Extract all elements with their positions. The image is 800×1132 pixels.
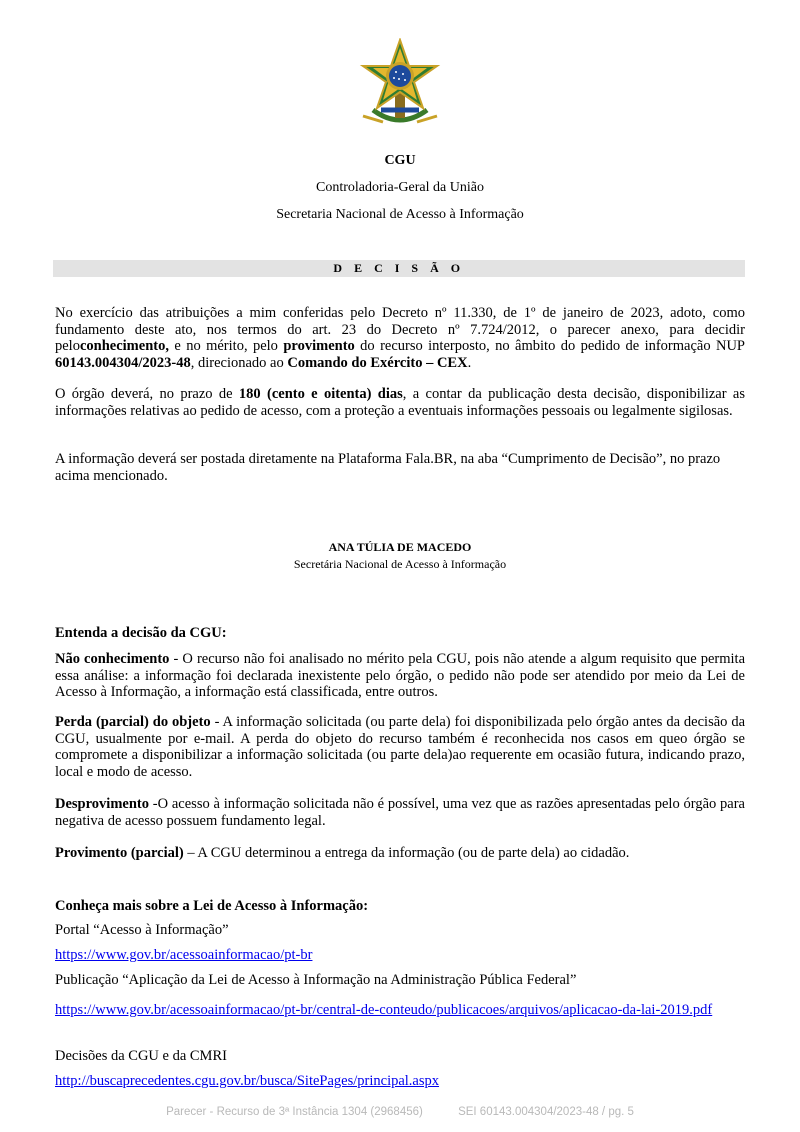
footer-document-ref: Parecer - Recurso de 3ª Instância 1304 (2968456) [166,1106,423,1118]
entenda-term: Desprovimento [55,796,149,812]
p2-text-c: , a contar da publicação desta decisão, disponibilizar as informações relativas ao pedido de acesso, com a proteção a eventuais informações pessoais ou legalmente sigilosas. [55,386,745,419]
p1-term-conhecimento: conhecimento, [79,338,169,355]
decision-title: D E C I S Ã O [53,260,745,277]
org-name: Controladoria-Geral da União [316,180,484,195]
entenda-text: - O recurso não foi analisado no mérito pela CGU, pois não atende a algum requisito que permita essa análise: a informação foi declarada inexistente pelo órgão, o pedido não pode ser atendido por meio da Lei de Acesso à Informação, a informação está classificada, entre outros. [55,651,746,701]
org-acronym: CGU [384,153,416,168]
page-footer [0,1106,800,1118]
portal-link[interactable]: https://www.gov.br/acessoainformacao/pt-br [55,947,313,963]
publication-label: Publicação “Aplicação da Lei de Acesso à Informação na Administração Pública Federal” [55,972,577,988]
entenda-text: - A informação solicitada (ou parte dela) foi disponibilizada pelo órgão antes da decisão da CGU, usualmente por e-mail. A perda do objeto do recurso também é reconhecida nos casos em queo órgão se compromete a disponibilizar a informação solicitada (ou parte dela)ao requerente em ocasião futura, indicando prazo, local e modo de acesso. [55,714,745,780]
entenda-term: Não conhecimento [55,651,170,667]
entenda-item [55,651,745,701]
entenda-term: Provimento (parcial) [55,845,184,861]
p1-text-c: e no mérito, pelo [168,338,284,355]
decisions-label: Decisões da CGU e da CMRI [55,1048,227,1064]
brazil-coat-of-arms-icon [353,38,447,128]
signatory-name: ANA TÚLIA DE MACEDO [328,540,472,554]
p1-text-e: do recurso interposto, no âmbito do pedido de informação NUP [354,338,745,355]
org-secretariat: Secretaria Nacional de Acesso à Informação [276,207,524,222]
lai-title: Conheça mais sobre a Lei de Acesso à Informação: [55,898,369,914]
decision-paragraph-3: A informação deverá ser postada diretamente na Plataforma Fala.BR, na aba “Cumprimento de Decisão”, no prazo acima mencionado. [55,451,721,484]
decision-paragraph-2 [55,386,745,419]
p1-text-g: , direcionado ao [190,354,288,371]
p2-text-a: O órgão deverá, no prazo de [55,386,239,402]
entenda-item [55,845,745,862]
p1-text-a: No exercício das atribuições a mim conferidas pelo Decreto nº 11.330, de 1º de janeiro de 2023, adoto, como fundamento deste ato, nos termos do art. 23 do Decreto nº 7.724/2012, o parecer anexo, para decidir pelo [55,305,745,355]
decision-paragraph-1 [55,305,745,371]
entenda-text: -O acesso à informação solicitada não é possível, uma vez que as razões apresentadas pelo órgão para negativa de acesso possuem fundamento legal. [55,796,745,829]
entenda-title: Entenda a decisão da CGU: [55,625,227,641]
footer-sei-ref: SEI 60143.004304/2023-48 / pg. 5 [458,1106,634,1118]
decisions-link[interactable]: http://buscaprecedentes.cgu.gov.br/busca/SitePages/principal.aspx [55,1073,440,1089]
p1-term-provimento: provimento [283,338,355,355]
p1-organ: Comando do Exército – CEX [287,354,468,371]
p1-text-i: . [467,354,472,371]
portal-label: Portal “Acesso à Informação” [55,922,229,938]
entenda-term: Perda (parcial) do objeto [55,714,211,730]
p2-deadline: 180 (cento e oitenta) dias [238,386,403,402]
entenda-item [55,796,745,829]
entenda-text: – A CGU determinou a entrega da informação (ou de parte dela) ao cidadão. [183,845,630,861]
signatory-role: Secretária Nacional de Acesso à Informação [293,557,507,571]
entenda-item [55,714,745,780]
publication-link[interactable]: https://www.gov.br/acessoainformacao/pt-br/central-de-conteudo/publicacoes/arquivos/aplicacao-da-lai-2019.pdf [55,1002,713,1018]
p1-nup: 60143.004304/2023-48 [55,354,191,371]
